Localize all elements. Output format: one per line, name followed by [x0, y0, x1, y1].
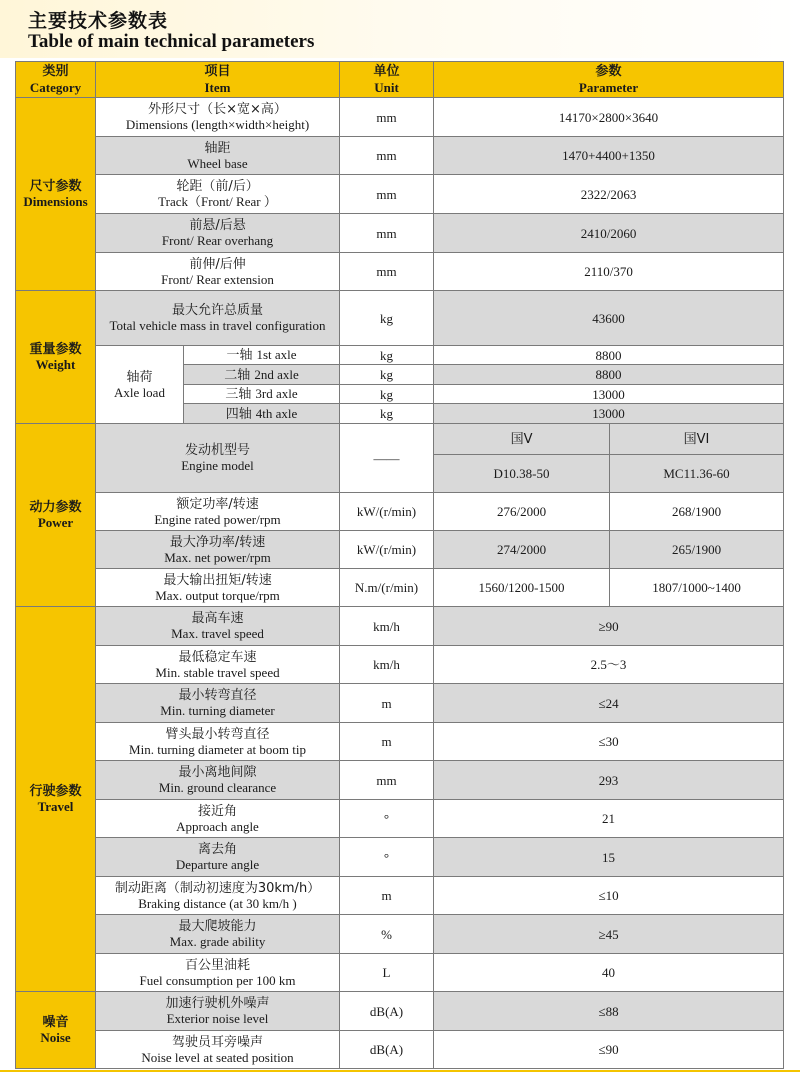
- table-row: [16, 607, 784, 646]
- unit-cell: °: [340, 838, 434, 877]
- value-cell: 21: [434, 800, 784, 838]
- item-cell: 前悬/后悬 Front/ Rear overhang: [96, 214, 340, 253]
- value-cell: 40: [434, 954, 784, 992]
- value-cell: ≤30: [434, 723, 784, 761]
- item-cell: 最小转弯直径 Min. turning diameter: [96, 684, 340, 723]
- unit-cell: kg: [340, 291, 434, 346]
- value-cell: 2410/2060: [434, 214, 784, 253]
- item-cell: 臂头最小转弯直径 Min. turning diameter at boom tip: [96, 723, 340, 761]
- unit-cell: ——: [340, 424, 434, 493]
- table-row: [16, 291, 784, 346]
- header-unit: 单位 Unit: [340, 62, 434, 98]
- item-cell: 额定功率/转速 Engine rated power/rpm: [96, 493, 340, 531]
- axle-cell: 一轴 1st axle: [184, 346, 340, 365]
- table-row: [16, 98, 784, 137]
- unit-cell: N.m/(r/min): [340, 569, 434, 607]
- unit-cell: kg: [340, 346, 434, 365]
- unit-cell: km/h: [340, 646, 434, 684]
- header-parameter: 参数 Parameter: [434, 62, 784, 98]
- table-row: [16, 646, 784, 684]
- value-cell: 15: [434, 838, 784, 877]
- value-cell: ≥45: [434, 915, 784, 954]
- item-cell: 最低稳定车速 Min. stable travel speed: [96, 646, 340, 684]
- value-cell: 265/1900: [610, 531, 784, 569]
- table-row: [16, 253, 784, 291]
- table-row: [16, 531, 784, 569]
- unit-cell: %: [340, 915, 434, 954]
- table-row: [16, 954, 784, 992]
- table-row: [16, 493, 784, 531]
- item-cell: 外形尺寸（长×宽×高） Dimensions (length×width×height): [96, 98, 340, 137]
- technical-parameters-table: [15, 61, 784, 1069]
- value-cell: 274/2000: [434, 531, 610, 569]
- item-cell: 百公里油耗 Fuel consumption per 100 km: [96, 954, 340, 992]
- footer-rule: [0, 1070, 800, 1072]
- category-noise: 噪音 Noise: [16, 992, 96, 1069]
- unit-cell: kW/(r/min): [340, 493, 434, 531]
- value-cell: 1807/1000~1400: [610, 569, 784, 607]
- value-cell: 2.5～3: [434, 646, 784, 684]
- table-header-row: [16, 62, 784, 98]
- item-cell: 轴距 Wheel base: [96, 137, 340, 175]
- header-item: 项目 Item: [96, 62, 340, 98]
- value-cell: D10.38-50: [434, 455, 610, 493]
- unit-cell: m: [340, 723, 434, 761]
- value-cell: 43600: [434, 291, 784, 346]
- axle-load-label: 轴荷 Axle load: [96, 346, 184, 424]
- unit-cell: °: [340, 800, 434, 838]
- item-cell: 制动距离（制动初速度为30km/h） Braking distance (at 30 km/h ): [96, 877, 340, 915]
- value-cell: 268/1900: [610, 493, 784, 531]
- table-row: [16, 877, 784, 915]
- page-header: [0, 0, 800, 58]
- table-row: [16, 346, 784, 365]
- value-cell: 8800: [434, 346, 784, 365]
- item-cell: 最大允许总质量 Total vehicle mass in travel configuration: [96, 291, 340, 346]
- unit-cell: mm: [340, 761, 434, 800]
- table-row: [16, 684, 784, 723]
- value-cell: ≤90: [434, 1031, 784, 1069]
- value-cell: 1470+4400+1350: [434, 137, 784, 175]
- axle-cell: 四轴 4th axle: [184, 404, 340, 424]
- table-row: [16, 137, 784, 175]
- unit-cell: L: [340, 954, 434, 992]
- table-row: [16, 915, 784, 954]
- header-category: 类别 Category: [16, 62, 96, 98]
- table-row: [16, 992, 784, 1031]
- item-cell: 最大净功率/转速 Max. net power/rpm: [96, 531, 340, 569]
- standard-cell: 国VI: [610, 424, 784, 455]
- axle-cell: 二轴 2nd axle: [184, 365, 340, 385]
- item-cell: 轮距（前/后） Track（Front/ Rear ）: [96, 175, 340, 214]
- value-cell: 276/2000: [434, 493, 610, 531]
- value-cell: 14170×2800×3640: [434, 98, 784, 137]
- unit-cell: kg: [340, 404, 434, 424]
- item-cell: 发动机型号 Engine model: [96, 424, 340, 493]
- unit-cell: mm: [340, 98, 434, 137]
- category-power: 动力参数 Power: [16, 424, 96, 607]
- item-cell: 加速行驶机外噪声 Exterior noise level: [96, 992, 340, 1031]
- value-cell: ≤24: [434, 684, 784, 723]
- table-row: [16, 214, 784, 253]
- value-cell: 13000: [434, 385, 784, 404]
- unit-cell: dB(A): [340, 992, 434, 1031]
- table-row: [16, 424, 784, 455]
- value-cell: 293: [434, 761, 784, 800]
- value-cell: ≤88: [434, 992, 784, 1031]
- value-cell: 13000: [434, 404, 784, 424]
- unit-cell: mm: [340, 214, 434, 253]
- value-cell: 8800: [434, 365, 784, 385]
- item-cell: 最小离地间隙 Min. ground clearance: [96, 761, 340, 800]
- table-row: [16, 175, 784, 214]
- table-row: [16, 800, 784, 838]
- item-cell: 接近角 Approach angle: [96, 800, 340, 838]
- category-dimensions: 尺寸参数 Dimensions: [16, 98, 96, 291]
- table-row: [16, 1031, 784, 1069]
- item-cell: 前伸/后伸 Front/ Rear extension: [96, 253, 340, 291]
- unit-cell: kg: [340, 365, 434, 385]
- item-cell: 驾驶员耳旁噪声 Noise level at seated position: [96, 1031, 340, 1069]
- unit-cell: mm: [340, 253, 434, 291]
- unit-cell: kW/(r/min): [340, 531, 434, 569]
- unit-cell: mm: [340, 175, 434, 214]
- table-row: [16, 761, 784, 800]
- unit-cell: kg: [340, 385, 434, 404]
- value-cell: 2110/370: [434, 253, 784, 291]
- value-cell: 2322/2063: [434, 175, 784, 214]
- axle-cell: 三轴 3rd axle: [184, 385, 340, 404]
- item-cell: 最大输出扭矩/转速 Max. output torque/rpm: [96, 569, 340, 607]
- value-cell: 1560/1200-1500: [434, 569, 610, 607]
- unit-cell: mm: [340, 137, 434, 175]
- table-row: [16, 838, 784, 877]
- table-row: [16, 723, 784, 761]
- category-travel: 行驶参数 Travel: [16, 607, 96, 992]
- unit-cell: dB(A): [340, 1031, 434, 1069]
- value-cell: MC11.36-60: [610, 455, 784, 493]
- item-cell: 最大爬坡能力 Max. grade ability: [96, 915, 340, 954]
- item-cell: 离去角 Departure angle: [96, 838, 340, 877]
- unit-cell: m: [340, 684, 434, 723]
- page-title-en: Table of main technical parameters: [28, 31, 315, 52]
- item-cell: 最高车速 Max. travel speed: [96, 607, 340, 646]
- category-weight: 重量参数 Weight: [16, 291, 96, 424]
- standard-cell: 国V: [434, 424, 610, 455]
- page-title-zh: 主要技术参数表: [28, 10, 169, 32]
- unit-cell: km/h: [340, 607, 434, 646]
- value-cell: ≤10: [434, 877, 784, 915]
- table-row: [16, 569, 784, 607]
- value-cell: ≥90: [434, 607, 784, 646]
- unit-cell: m: [340, 877, 434, 915]
